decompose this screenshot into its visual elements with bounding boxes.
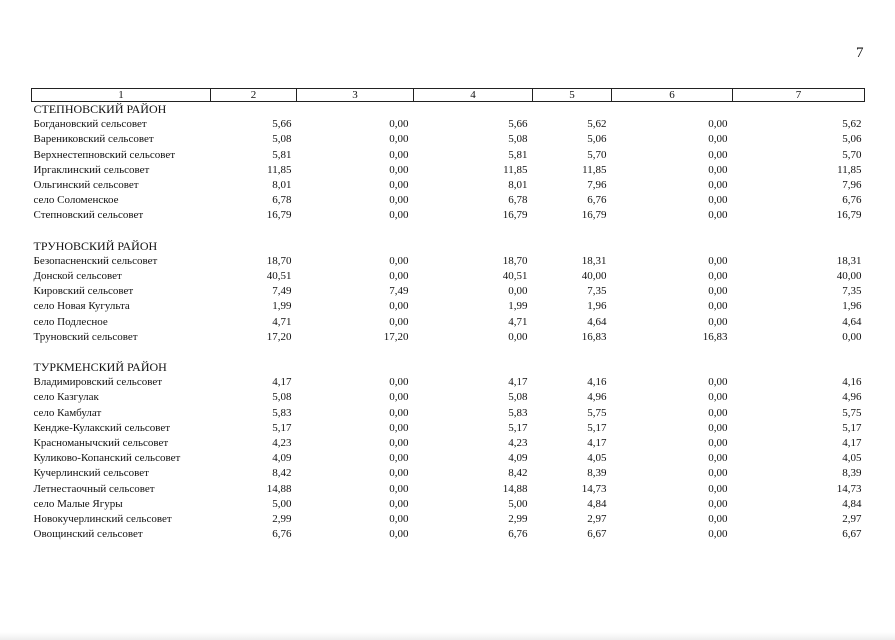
budget-table: [31, 88, 865, 542]
value-cell-col-7: 5,70: [842, 148, 862, 161]
district-name: СТЕПНОВСКИЙ РАЙОН: [33, 102, 167, 116]
value-cell-col-7: 5,17: [842, 421, 862, 434]
value-cell-col-7: 6,76: [842, 194, 862, 207]
value-cell-col-7: 11,85: [837, 163, 862, 176]
value-cell-col-6: 0,00: [708, 179, 728, 192]
value-cell-col-7: 4,17: [842, 437, 862, 450]
value-cell-col-4: 0,00: [508, 285, 528, 298]
value-cell-col-2: 4,23: [272, 437, 292, 450]
settlement-name: Красноманычский сельсовет: [33, 437, 169, 450]
spacer-cell: [32, 224, 865, 239]
value-cell-col-5: 16,79: [581, 209, 607, 222]
value-cell-col-7: 4,16: [842, 376, 862, 389]
value-cell-col-4: 5,83: [508, 406, 528, 419]
column-header-2: 2: [211, 89, 297, 102]
value-cell-col-2: 8,01: [272, 179, 292, 192]
value-cell-col-2: 6,78: [272, 194, 292, 207]
value-cell-col-2: 5,00: [272, 497, 292, 510]
value-cell-col-3: 0,00: [389, 513, 409, 526]
value-cell-col-6: 0,00: [708, 315, 728, 328]
value-cell-col-3: 0,00: [389, 528, 409, 541]
value-cell-col-7: 8,39: [842, 467, 862, 480]
value-cell-col-3: 0,00: [389, 406, 409, 419]
table-row: [32, 178, 865, 193]
table-row: [32, 163, 865, 178]
value-cell-col-4: 5,66: [508, 118, 528, 131]
value-cell-col-4: 18,70: [502, 254, 528, 267]
value-cell-col-6: 0,00: [708, 528, 728, 541]
value-cell-col-6: 0,00: [708, 421, 728, 434]
value-cell-col-4: 5,81: [508, 148, 528, 161]
page-number: 7: [856, 45, 864, 61]
value-cell-col-4: 14,88: [502, 482, 528, 495]
value-cell-col-7: 14,73: [836, 482, 862, 495]
settlement-name: Верхнестепновский сельсовет: [33, 148, 176, 161]
value-cell-col-4: 8,01: [508, 179, 528, 192]
value-cell-col-2: 2,99: [272, 513, 292, 526]
value-cell-col-3: 0,00: [389, 467, 409, 480]
value-cell-col-3: 0,00: [389, 315, 409, 328]
value-cell-col-6: 0,00: [708, 133, 728, 146]
value-cell-col-3: 0,00: [389, 194, 409, 207]
table-row: [32, 436, 865, 451]
value-cell-col-7: 5,62: [842, 118, 862, 131]
value-cell-col-2: 1,99: [272, 300, 292, 313]
table-row: [32, 193, 865, 208]
value-cell-col-3: 0,00: [389, 163, 409, 176]
value-cell-col-3: 0,00: [389, 133, 409, 146]
value-cell-col-4: 8,42: [508, 467, 528, 480]
value-cell-col-7: 4,05: [842, 452, 862, 465]
settlement-name: село Соломенское: [33, 194, 119, 207]
table-row: [32, 482, 865, 497]
value-cell-col-4: 2,99: [508, 513, 528, 526]
section-spacer: [32, 224, 865, 239]
settlement-name: Новокучерлинский сельсовет: [33, 513, 172, 526]
table-row: [32, 451, 865, 466]
value-cell-col-3: 0,00: [389, 391, 409, 404]
value-cell-col-2: 5,08: [272, 391, 292, 404]
value-cell-col-6: 0,00: [708, 391, 728, 404]
settlement-name: Куликово-Копанский сельсовет: [33, 452, 181, 465]
header-row: [32, 89, 865, 102]
value-cell-col-4: 5,08: [508, 133, 528, 146]
settlement-name: Труновский сельсовет: [33, 330, 138, 343]
value-cell-col-7: 7,96: [842, 179, 862, 192]
value-cell-col-5: 5,75: [587, 406, 607, 419]
value-cell-col-5: 14,73: [581, 482, 607, 495]
value-cell-col-2: 11,85: [267, 163, 292, 176]
value-cell-col-2: 14,88: [266, 482, 292, 495]
value-cell-col-5: 4,96: [587, 391, 607, 404]
district-row: [32, 360, 865, 375]
value-cell-col-7: 40,00: [836, 270, 862, 283]
value-cell-col-6: 0,00: [708, 254, 728, 267]
value-cell-col-3: 0,00: [389, 497, 409, 510]
district-name: ТУРКМЕНСКИЙ РАЙОН: [33, 360, 167, 375]
table-row: [32, 117, 865, 132]
value-cell-col-6: 0,00: [708, 209, 728, 222]
value-cell-col-4: 16,79: [502, 209, 528, 222]
settlement-name: Степновский сельсовет: [33, 209, 144, 222]
value-cell-col-5: 7,35: [587, 285, 607, 298]
value-cell-col-5: 16,83: [581, 330, 607, 343]
settlement-name: село Малые Ягуры: [33, 497, 123, 510]
settlement-name: Варениковский сельсовет: [33, 133, 154, 146]
column-header-3: 3: [297, 89, 414, 102]
value-cell-col-6: 0,00: [708, 194, 728, 207]
value-cell-col-2: 40,51: [266, 270, 292, 283]
value-cell-col-4: 0,00: [508, 330, 528, 343]
district-row: [32, 239, 865, 254]
district-row: [32, 102, 865, 118]
table-row: [32, 512, 865, 527]
table-row: [32, 330, 865, 345]
column-header-5: 5: [533, 89, 612, 102]
district-name: ТРУНОВСКИЙ РАЙОН: [33, 238, 158, 253]
settlement-name: Ольгинский сельсовет: [33, 179, 139, 192]
value-cell-col-4: 5,08: [508, 391, 528, 404]
settlement-name: Летнестаочный сельсовет: [33, 482, 155, 495]
table-row: [32, 466, 865, 481]
settlement-name: Иргаклинский сельсовет: [33, 163, 150, 176]
value-cell-col-5: 18,31: [581, 254, 607, 267]
value-cell-col-7: 7,35: [842, 285, 862, 298]
value-cell-col-7: 16,79: [836, 209, 862, 222]
table-row: [32, 406, 865, 421]
table-row: [32, 254, 865, 269]
value-cell-col-3: 0,00: [389, 482, 409, 495]
column-header-1: 1: [32, 89, 211, 102]
value-cell-col-4: 4,23: [508, 437, 528, 450]
column-header-4: 4: [414, 89, 533, 102]
settlement-name: Богдановский сельсовет: [33, 118, 147, 131]
value-cell-col-2: 5,83: [272, 406, 292, 419]
settlement-name: село Подлесное: [33, 315, 108, 328]
table-row: [32, 375, 865, 390]
spacer-cell: [32, 345, 865, 360]
value-cell-col-7: 5,75: [842, 406, 862, 419]
value-cell-col-6: 0,00: [708, 300, 728, 313]
value-cell-col-3: 0,00: [389, 270, 409, 283]
value-cell-col-6: 0,00: [708, 452, 728, 465]
value-cell-col-2: 7,49: [272, 285, 292, 298]
settlement-name: Кендже-Кулакский сельсовет: [33, 421, 171, 434]
value-cell-col-6: 0,00: [708, 118, 728, 131]
table-row: [32, 132, 865, 147]
value-cell-col-6: 0,00: [708, 437, 728, 450]
value-cell-col-6: 16,83: [702, 330, 728, 343]
value-cell-col-2: 5,66: [272, 118, 292, 131]
value-cell-col-5: 6,76: [587, 194, 607, 207]
section-spacer: [32, 345, 865, 360]
value-cell-col-4: 4,17: [508, 376, 528, 389]
table-row: [32, 299, 865, 314]
value-cell-col-5: 5,62: [587, 118, 607, 131]
table-row: [32, 497, 865, 512]
table-row: [32, 208, 865, 223]
settlement-name: Кучерлинский сельсовет: [33, 467, 149, 480]
value-cell-col-3: 0,00: [389, 437, 409, 450]
value-cell-col-7: 18,31: [836, 254, 862, 267]
value-cell-col-2: 17,20: [266, 330, 292, 343]
value-cell-col-2: 4,71: [272, 315, 292, 328]
value-cell-col-5: 4,16: [587, 376, 607, 389]
value-cell-col-3: 0,00: [389, 300, 409, 313]
value-cell-col-2: 6,76: [272, 528, 292, 541]
value-cell-col-6: 0,00: [708, 285, 728, 298]
settlement-name: Кировский сельсовет: [33, 285, 134, 298]
value-cell-col-5: 5,17: [587, 421, 607, 434]
value-cell-col-5: 2,97: [587, 513, 607, 526]
settlement-name: Овощинский сельсовет: [33, 528, 143, 541]
value-cell-col-2: 5,17: [272, 421, 292, 434]
table-row: [32, 284, 865, 299]
value-cell-col-7: 1,96: [842, 300, 862, 313]
settlement-name: село Новая Кугульта: [33, 300, 130, 313]
value-cell-col-7: 5,06: [842, 133, 862, 146]
value-cell-col-6: 0,00: [708, 513, 728, 526]
value-cell-col-5: 8,39: [587, 467, 607, 480]
value-cell-col-4: 6,78: [508, 194, 528, 207]
value-cell-col-3: 17,20: [383, 330, 409, 343]
value-cell-col-3: 0,00: [389, 421, 409, 434]
value-cell-col-3: 0,00: [389, 148, 409, 161]
value-cell-col-5: 40,00: [581, 270, 607, 283]
table-row: [32, 148, 865, 163]
settlement-name: село Казгулак: [33, 391, 99, 404]
value-cell-col-4: 40,51: [502, 270, 528, 283]
value-cell-col-5: 1,96: [587, 300, 607, 313]
value-cell-col-5: 4,64: [587, 315, 607, 328]
value-cell-col-6: 0,00: [708, 497, 728, 510]
value-cell-col-7: 4,64: [842, 315, 862, 328]
value-cell-col-4: 5,00: [508, 497, 528, 510]
settlement-name: Донской сельсовет: [33, 270, 122, 283]
value-cell-col-4: 5,17: [508, 421, 528, 434]
table-row: [32, 527, 865, 542]
settlement-name: Безопасненский сельсовет: [33, 254, 158, 267]
value-cell-col-7: 4,96: [842, 391, 862, 404]
value-cell-col-6: 0,00: [708, 163, 728, 176]
value-cell-col-5: 4,17: [587, 437, 607, 450]
value-cell-col-5: 7,96: [587, 179, 607, 192]
value-cell-col-4: 4,09: [508, 452, 528, 465]
value-cell-col-2: 8,42: [272, 467, 292, 480]
value-cell-col-3: 0,00: [389, 452, 409, 465]
value-cell-col-3: 7,49: [389, 285, 409, 298]
value-cell-col-2: 4,17: [272, 376, 292, 389]
value-cell-col-5: 5,70: [587, 148, 607, 161]
settlement-name: Владимировский сельсовет: [33, 376, 163, 389]
value-cell-col-2: 16,79: [266, 209, 292, 222]
scan-edge: [0, 632, 895, 640]
value-cell-col-5: 4,84: [587, 497, 607, 510]
column-header-7: 7: [733, 89, 865, 102]
value-cell-col-4: 1,99: [508, 300, 528, 313]
value-cell-col-3: 0,00: [389, 179, 409, 192]
table-body: [32, 102, 865, 543]
table-row: [32, 421, 865, 436]
value-cell-col-6: 0,00: [708, 482, 728, 495]
value-cell-col-4: 6,76: [508, 528, 528, 541]
value-cell-col-6: 0,00: [708, 270, 728, 283]
value-cell-col-7: 6,67: [842, 528, 862, 541]
table-row: [32, 269, 865, 284]
value-cell-col-2: 5,08: [272, 133, 292, 146]
value-cell-col-2: 18,70: [266, 254, 292, 267]
value-cell-col-7: 2,97: [842, 513, 862, 526]
value-cell-col-2: 5,81: [272, 148, 292, 161]
value-cell-col-5: 6,67: [587, 528, 607, 541]
value-cell-col-3: 0,00: [389, 209, 409, 222]
value-cell-col-5: 5,06: [587, 133, 607, 146]
settlement-name: село Камбулат: [33, 406, 102, 419]
value-cell-col-4: 11,85: [503, 163, 528, 176]
value-cell-col-6: 0,00: [708, 148, 728, 161]
column-header-6: 6: [612, 89, 733, 102]
value-cell-col-6: 0,00: [708, 406, 728, 419]
value-cell-col-3: 0,00: [389, 254, 409, 267]
value-cell-col-6: 0,00: [708, 467, 728, 480]
value-cell-col-5: 4,05: [587, 452, 607, 465]
value-cell-col-7: 0,00: [842, 330, 862, 343]
value-cell-col-3: 0,00: [389, 118, 409, 131]
value-cell-col-4: 4,71: [508, 315, 528, 328]
value-cell-col-3: 0,00: [389, 376, 409, 389]
value-cell-col-7: 4,84: [842, 497, 862, 510]
table-row: [32, 390, 865, 405]
value-cell-col-6: 0,00: [708, 376, 728, 389]
table-row: [32, 315, 865, 330]
value-cell-col-5: 11,85: [582, 163, 607, 176]
value-cell-col-2: 4,09: [272, 452, 292, 465]
